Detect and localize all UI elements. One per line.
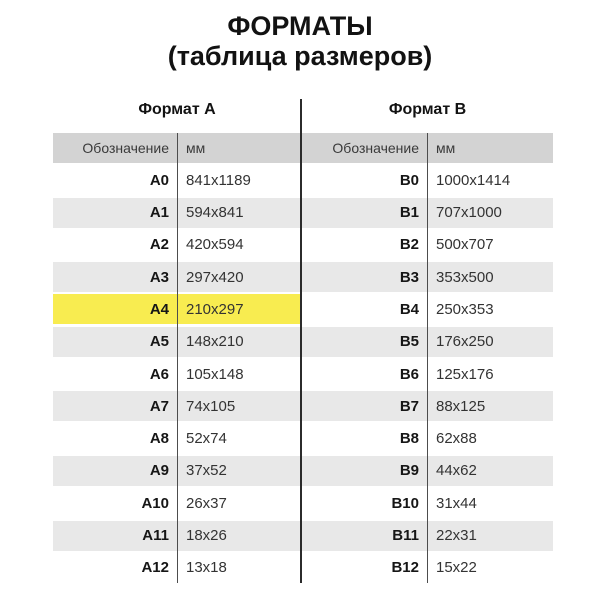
cell-designation: A4 <box>149 300 169 318</box>
cell-size-mm: 31x44 <box>436 494 477 512</box>
cell-designation: A6 <box>149 365 169 383</box>
title-line-2: (таблица размеров) <box>167 41 433 71</box>
cell-designation: A1 <box>149 204 169 222</box>
center-divider-line <box>300 99 302 583</box>
cell-size-mm: 52x74 <box>186 430 227 448</box>
cell-designation: A2 <box>149 236 169 254</box>
cell-size-mm: 88x125 <box>436 397 486 415</box>
cell-size-mm: 13x18 <box>186 559 227 577</box>
cell-size-mm: 125x176 <box>436 365 494 383</box>
cell-designation: B7 <box>399 397 419 415</box>
cell-designation: A5 <box>149 333 169 351</box>
cell-size-mm: 250x353 <box>436 300 494 318</box>
cell-designation: A9 <box>149 462 169 480</box>
cell-designation: A0 <box>149 171 169 189</box>
cell-designation: B3 <box>399 268 419 286</box>
cell-designation: B12 <box>391 559 419 577</box>
cell-size-mm: 62x88 <box>436 430 477 448</box>
cell-size-mm: 44x62 <box>436 462 477 480</box>
cell-designation: B5 <box>399 333 419 351</box>
section-heading-format-b: Формат В <box>388 101 467 118</box>
cell-designation: B6 <box>399 365 419 383</box>
cell-designation: B2 <box>399 236 419 254</box>
cell-size-mm: 500x707 <box>436 236 494 254</box>
cell-size-mm: 210x297 <box>186 300 244 318</box>
col-header-designation: Обозначение <box>82 140 169 156</box>
col-header-mm: мм <box>186 140 206 156</box>
cell-designation: A12 <box>141 559 169 577</box>
cell-designation: A7 <box>149 397 169 415</box>
column-divider-line <box>427 133 428 583</box>
cell-designation: B1 <box>399 204 419 222</box>
cell-size-mm: 1000x1414 <box>436 171 511 189</box>
cell-size-mm: 74x105 <box>186 397 236 415</box>
cell-size-mm: 841x1189 <box>186 171 251 189</box>
cell-designation: B10 <box>391 494 419 512</box>
cell-designation: B4 <box>399 300 419 318</box>
cell-size-mm: 37x52 <box>186 462 227 480</box>
cell-designation: B8 <box>399 430 419 448</box>
cell-size-mm: 18x26 <box>186 527 227 545</box>
col-header-designation: Обозначение <box>332 140 419 156</box>
column-divider-line <box>177 133 178 583</box>
format-a-table <box>53 133 301 583</box>
cell-designation: A3 <box>149 268 169 286</box>
cell-size-mm: 15x22 <box>436 559 477 577</box>
cell-size-mm: 594x841 <box>186 204 244 222</box>
title-line-1: ФОРМАТЫ <box>227 11 373 41</box>
page-title <box>0 11 600 71</box>
cell-size-mm: 148x210 <box>186 333 244 351</box>
cell-size-mm: 707x1000 <box>436 204 502 222</box>
cell-size-mm: 22x31 <box>436 527 477 545</box>
cell-size-mm: 297x420 <box>186 268 244 286</box>
cell-designation: A11 <box>142 527 169 545</box>
cell-size-mm: 26x37 <box>186 494 227 512</box>
cell-designation: B11 <box>392 527 419 545</box>
col-header-mm: мм <box>436 140 456 156</box>
cell-size-mm: 176x250 <box>436 333 494 351</box>
cell-size-mm: 353x500 <box>436 268 494 286</box>
cell-designation: B0 <box>399 171 419 189</box>
section-heading-format-a: Формат А <box>138 101 216 118</box>
cell-designation: A10 <box>141 494 169 512</box>
cell-size-mm: 105x148 <box>186 365 244 383</box>
cell-size-mm: 420x594 <box>186 236 244 254</box>
format-b-table <box>302 133 553 583</box>
cell-designation: B9 <box>399 462 419 480</box>
cell-designation: A8 <box>149 430 169 448</box>
